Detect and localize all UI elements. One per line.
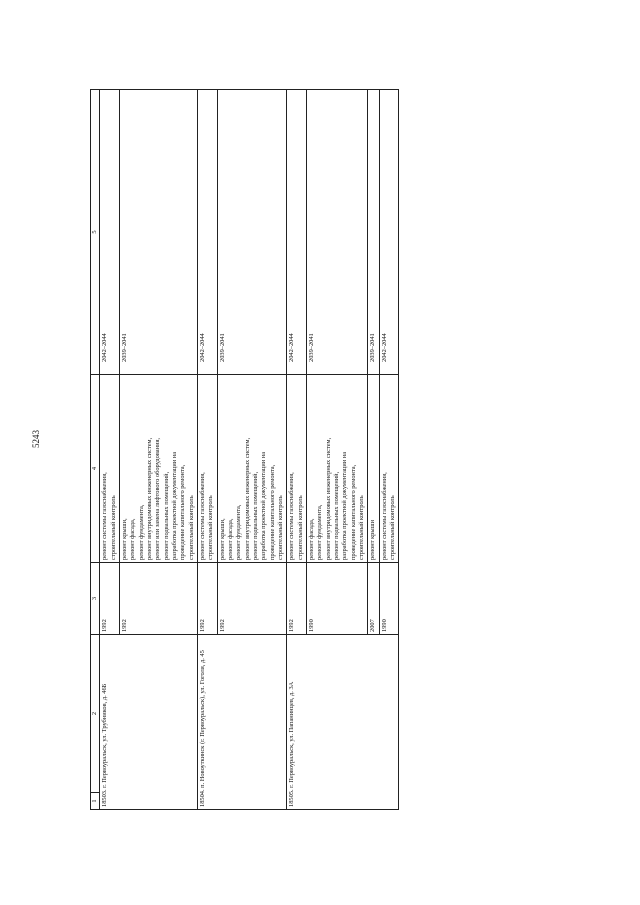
work-item: строительный контроль xyxy=(207,495,215,560)
record-cell xyxy=(100,635,198,810)
work-item: разработка проектной документации на xyxy=(341,451,349,560)
works-cell xyxy=(100,375,120,563)
rotated-table-container xyxy=(90,90,520,810)
period-cell: 2039–2041 xyxy=(119,90,197,375)
work-item: строительный контроль xyxy=(109,495,117,560)
year-cell: 1990 xyxy=(306,563,367,635)
record-cell xyxy=(287,635,399,810)
header-col-5: 5 xyxy=(91,90,100,375)
record-id: 18503. xyxy=(101,789,109,807)
work-item: строительный контроль xyxy=(276,495,284,560)
work-item: строительный контроль xyxy=(187,495,195,560)
table-row xyxy=(287,90,307,810)
works-cell xyxy=(217,375,287,563)
year-cell: 1992 xyxy=(217,563,287,635)
year-cell: 1992 xyxy=(100,563,120,635)
work-item: ремонт фундамента, xyxy=(316,504,324,560)
year-cell: 1992 xyxy=(287,563,307,635)
work-item: ремонт подвальных помещений, xyxy=(251,471,259,560)
work-item: ремонт фасада, xyxy=(307,518,315,560)
header-col-2: 2 xyxy=(91,635,100,793)
work-item: ремонт подвальных помещений, xyxy=(332,471,340,560)
works-cell xyxy=(306,375,367,563)
table-row xyxy=(100,90,120,810)
work-item: проведение капитального ремонта, xyxy=(349,464,357,560)
works-cell xyxy=(368,375,379,563)
record-id: 18504. xyxy=(198,789,206,807)
period-cell: 2039–2041 xyxy=(217,90,287,375)
rotated-sheet xyxy=(90,90,520,810)
work-item: строительный контроль xyxy=(296,495,304,560)
record-cell xyxy=(197,635,286,810)
work-item: ремонт фасада, xyxy=(226,518,234,560)
work-item: ремонт фундамента, xyxy=(137,504,145,560)
header-col-1: 1 xyxy=(91,793,100,810)
period-cell: 2042–2044 xyxy=(197,90,217,375)
work-item: ремонт системы газоснабжения, xyxy=(288,472,296,560)
period-cell: 2042–2044 xyxy=(287,90,307,375)
work-item: ремонт внутридомовых инженерных систем, xyxy=(243,437,251,560)
work-item: проведение капитального ремонта, xyxy=(179,464,187,560)
record-id: 18505. xyxy=(288,789,296,807)
work-item: проведение капитального ремонта, xyxy=(268,464,276,560)
record-address: г. Первоуральск, ул. Папанинцев, д. 3А xyxy=(288,681,296,788)
work-item: ремонт крыши, xyxy=(120,518,128,560)
header-col-4: 4 xyxy=(91,375,100,563)
work-item: строительный контроль xyxy=(388,495,396,560)
record-address: п. Новоуткинск (г. Первоуральск), ул. Гоголя, д. 45 xyxy=(198,650,206,788)
record-address: г. Первоуральск, ул. Трубников, д. 46Б xyxy=(101,683,109,788)
period-cell: 2042–2044 xyxy=(100,90,120,375)
work-item: разработка проектной документации на xyxy=(170,451,178,560)
works-cell xyxy=(119,375,197,563)
header-col-3: 3 xyxy=(91,563,100,635)
work-item: ремонт фасада, xyxy=(129,518,137,560)
work-item: ремонт системы газоснабжения, xyxy=(380,472,388,560)
repair-schedule-table xyxy=(90,89,399,810)
works-cell xyxy=(379,375,399,563)
work-item: ремонт подвальных помещений, xyxy=(162,471,170,560)
work-item: ремонт системы газоснабжения, xyxy=(198,472,206,560)
year-cell: 2007 xyxy=(368,563,379,635)
period-cell: 2039–2041 xyxy=(306,90,367,375)
year-cell: 1990 xyxy=(379,563,399,635)
year-cell: 1992 xyxy=(119,563,197,635)
period-cell: 2042–2044 xyxy=(379,90,399,375)
work-item: ремонт крыши xyxy=(369,519,377,560)
work-item: ремонт или замена лифтового оборудования, xyxy=(154,437,162,560)
work-item: ремонт фундамента, xyxy=(235,504,243,560)
page-number: 5243 xyxy=(31,430,41,448)
period-cell: 2039–2041 xyxy=(368,90,379,375)
works-cell xyxy=(287,375,307,563)
work-item: ремонт крыши, xyxy=(218,518,226,560)
works-cell xyxy=(197,375,217,563)
work-item: ремонт системы газоснабжения, xyxy=(101,472,109,560)
table-row xyxy=(197,90,217,810)
work-item: ремонт внутридомовых инженерных систем, xyxy=(324,437,332,560)
year-cell: 1992 xyxy=(197,563,217,635)
header-row xyxy=(91,90,100,810)
work-item: строительный контроль xyxy=(357,495,365,560)
work-item: ремонт внутридомовых инженерных систем, xyxy=(145,437,153,560)
work-item: разработка проектной документации на xyxy=(260,451,268,560)
